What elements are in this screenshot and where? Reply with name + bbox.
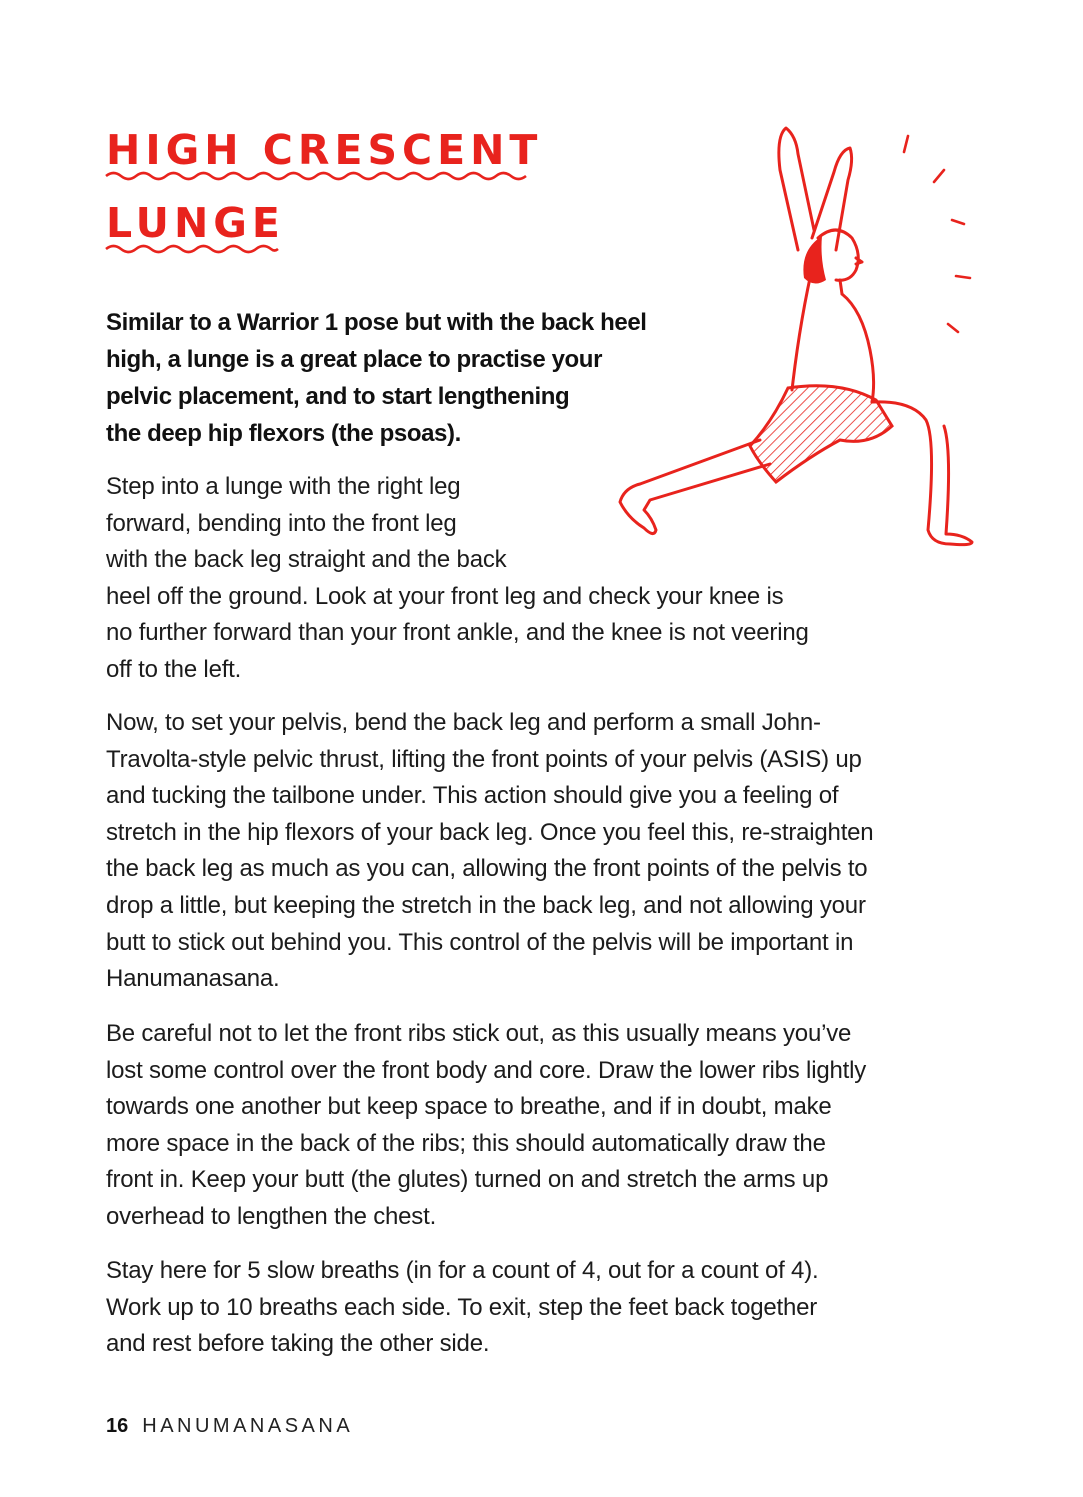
body-paragraph-stay-here	[106, 1253, 818, 1363]
intro-line: pelvic placement, and to start lengthening	[106, 383, 570, 410]
body-paragraph-set-pelvis	[106, 705, 873, 998]
paragraph-line: front in. Keep your butt (the glutes) turned on and stretch the arms up	[106, 1166, 829, 1194]
paragraph-line: lost some control over the front body and core. Draw the lower ribs lightly	[106, 1056, 867, 1084]
paragraph-line: Stay here for 5 slow breaths (in for a count of 4, out for a count of 4).	[106, 1257, 819, 1284]
paragraph-line: overhead to lengthen the chest.	[106, 1202, 437, 1230]
paragraph-line: butt to stick out behind you. This control of the pelvis will be important in	[106, 928, 854, 956]
paragraph-line: Travolta-style pelvic thrust, lifting the front points of your pelvis (ASIS) up	[106, 745, 862, 773]
paragraph-line: and rest before taking the other side.	[106, 1330, 490, 1358]
paragraph-line: stretch in the hip flexors of your back leg. Once you feel this, re-straighten	[106, 818, 874, 846]
page-title-line-2: LUNGE	[106, 199, 285, 247]
body-paragraph-front-ribs	[106, 1016, 866, 1236]
paragraph-line: and tucking the tailbone under. This action should give you a feeling of	[106, 782, 839, 810]
paragraph-line: with the back leg straight and the back	[106, 546, 507, 574]
paragraph-line: towards one another but keep space to breathe, and if in doubt, make	[106, 1093, 832, 1121]
paragraph-line: drop a little, but keeping the stretch in the back leg, and not allowing your	[106, 891, 866, 919]
paragraph-line: heel off the ground. Look at your front leg and check your knee is	[106, 582, 784, 610]
paragraph-line: Work up to 10 breaths each side. To exit, step the feet back together	[106, 1293, 818, 1321]
running-head: HANUMANASANA	[142, 1415, 354, 1437]
intro-line: high, a lunge is a great place to practise your	[106, 346, 603, 373]
page-footer	[106, 1416, 353, 1436]
title-wave-underline-1	[106, 170, 526, 182]
paragraph-line: more space in the back of the ribs; this should automatically draw the	[106, 1129, 826, 1157]
paragraph-line: Be careful not to let the front ribs stick out, as this usually means you’ve	[106, 1020, 852, 1047]
intro-line: Similar to a Warrior 1 pose but with the back heel	[106, 309, 647, 336]
body-paragraph-step-in	[106, 469, 809, 689]
paragraph-line: Now, to set your pelvis, bend the back leg and perform a small John-	[106, 709, 821, 736]
intro-line: the deep hip flexors (the psoas).	[106, 420, 461, 447]
paragraph-line: off to the left.	[106, 655, 242, 683]
paragraph-line: no further forward than your front ankle, and the knee is not veering	[106, 619, 809, 647]
page-number: 16	[106, 1415, 129, 1437]
paragraph-line: the back leg as much as you can, allowing the front points of the pelvis to	[106, 855, 868, 883]
page-title-line-1: HIGH CRESCENT	[106, 126, 543, 174]
paragraph-line: Hanumanasana.	[106, 965, 280, 993]
title-wave-underline-2	[106, 243, 278, 255]
paragraph-line: forward, bending into the front leg	[106, 509, 457, 537]
paragraph-line: Step into a lunge with the right leg	[106, 473, 461, 500]
